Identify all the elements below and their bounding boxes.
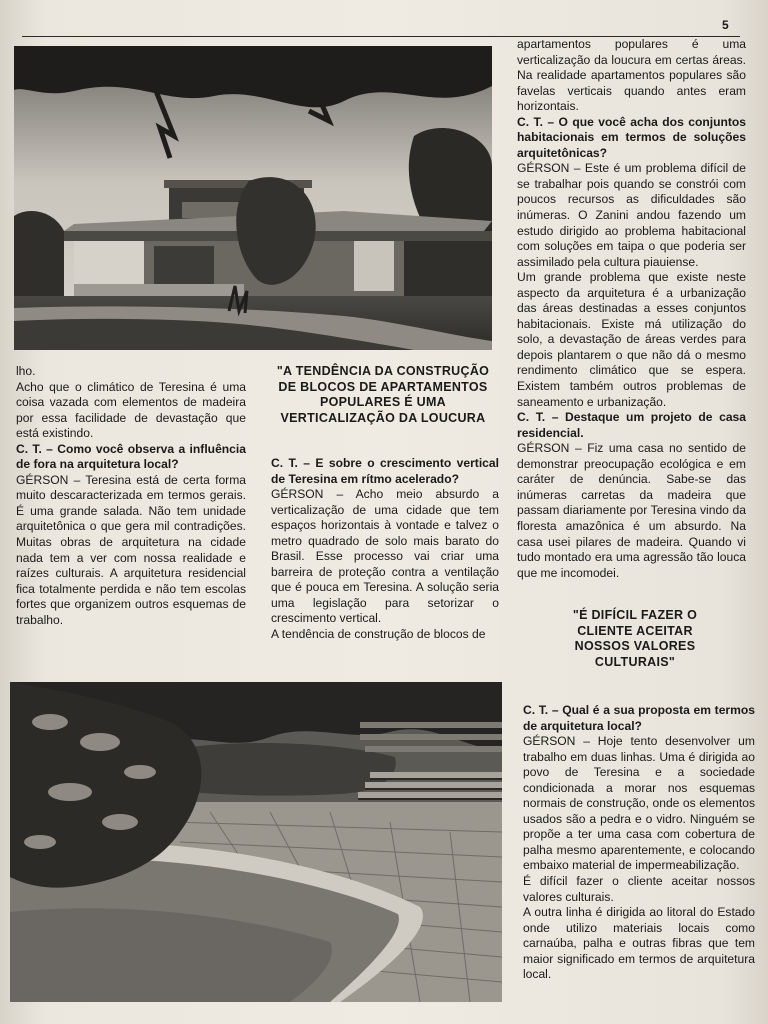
house-photo [14, 46, 492, 350]
left-column [16, 364, 246, 628]
left-paragraph-1: lho. [16, 364, 36, 378]
right-column-bottom [523, 703, 755, 983]
right-pull-quote: "É DIFÍCIL FAZER O CLIENTE ACEITAR NOSSOS VALORES CULTURAIS" [572, 608, 698, 669]
left-question-1: C. T. – Como você observa a influência de fora na arquitetura local? [16, 441, 246, 472]
right-paragraph-6: É difícil fazer o cliente aceitar nossos valores culturais. [523, 874, 755, 904]
right-paragraph-7: A outra linha é dirigida ao litoral do Estado onde utilizo materiais locais como carnaúba, palha e outras fibras que tem maior significado em termos de arquitetura local. [523, 905, 755, 982]
page-number: 5 [722, 18, 729, 32]
right-question-1: C. T. – O que você acha dos conjuntos habitacionais em termos de soluções arquitetônicas? [517, 114, 746, 160]
pool-photo [10, 682, 502, 1002]
middle-paragraph-1: GÉRSON – Acho meio absurdo a verticalização de uma cidade que tem espaços horizontais à vontade e talvez o metro quadrado de solo mais barato do Brasil. Esse processo vai criar uma barreira de proteção contra a ventilação que é pouca em Teresina. A solução seria uma legislação para setorizar o crescimento vertical. [271, 487, 499, 626]
left-paragraph-3: GÉRSON – Teresina está de certa forma muito descaracterizada em termos gerais. É uma grande salada. Não tem unidade arquitetônica o que gera mil contradições. Muitas obras de arquitetura na cidade nada tem a ver com nossa realidade e raízes culturais. A arquitetura residencial fica totalmente perdida e não tem escolas fortes que organizem outros esquemas de trabalho. [16, 472, 246, 627]
right-paragraph-2: GÉRSON – Este é um problema difícil de se trabalhar pois quando se constrói com poucos recursos as dificuldades são inúmeras. O Zanini andou fazendo um estudo dirigido ao problema habitacional com soluções em taipa o que poderia ser assimilado pela cultura piauiense. [517, 161, 746, 269]
right-paragraph-3: Um grande problema que existe neste aspecto da arquitetura é a urbanização das áreas destinadas a esses conjuntos habitacionais. Existe má utilização do solo, a devastação de áreas verdes para depois plantarem o que não dá o mesmo rendimento climático que se espera. Existem também outros problemas de saneamento e urbanização. [517, 270, 746, 409]
middle-question-1: C. T. – E sobre o crescimento vertical de Teresina em rítmo acelerado? [271, 456, 499, 486]
right-paragraph-1: apartamentos populares é uma verticalização da loucura em certas áreas. Na realidade apartamentos populares são favelas verticais quando antes eram horizontais. [517, 37, 746, 114]
right-paragraph-5: GÉRSON – Hoje tento desenvolver um trabalho em duas linhas. Uma é dirigida ao povo de Teresina e a sociedade condicionada a morar nos esquemas normais de construção, onde os elementos usados são a pedra e o vidro. Ninguém se propõe a ter uma casa com cobertura de palha mesmo aparentemente, e colocando embaixo material de impermeabilização. [523, 734, 755, 873]
left-paragraph-2: Acho que o climático de Teresina é uma coisa vazada com elementos de madeira por essa facilidade de devastação que está existindo. [16, 379, 246, 441]
middle-column [271, 456, 499, 643]
right-question-3: C. T. – Qual é a sua proposta em termos de arquitetura local? [523, 703, 755, 733]
middle-paragraph-2: A tendência de construção de blocos de [271, 627, 486, 642]
middle-pull-quote: "A TENDÊNCIA DA CONSTRUÇÃO DE BLOCOS DE APARTAMENTOS POPULARES É UMA VERTICALIZAÇÃO DA LOUCURA [276, 364, 490, 425]
right-column-top [517, 37, 746, 581]
right-question-2: C. T. – Destaque um projeto de casa residencial. [517, 410, 746, 440]
right-paragraph-4: GÉRSON – Fiz uma casa no sentido de demonstrar preocupação ecológica e em caráter de denúncia. Sabe-se das inúmeras carretas da madeira que passam diariamente por Teresina vindo da floresta amazônica é um absurdo. Na casa usei pilares de madeira. Quando vi tudo montado era uma agressão tão louca que me incomodei. [517, 441, 746, 580]
